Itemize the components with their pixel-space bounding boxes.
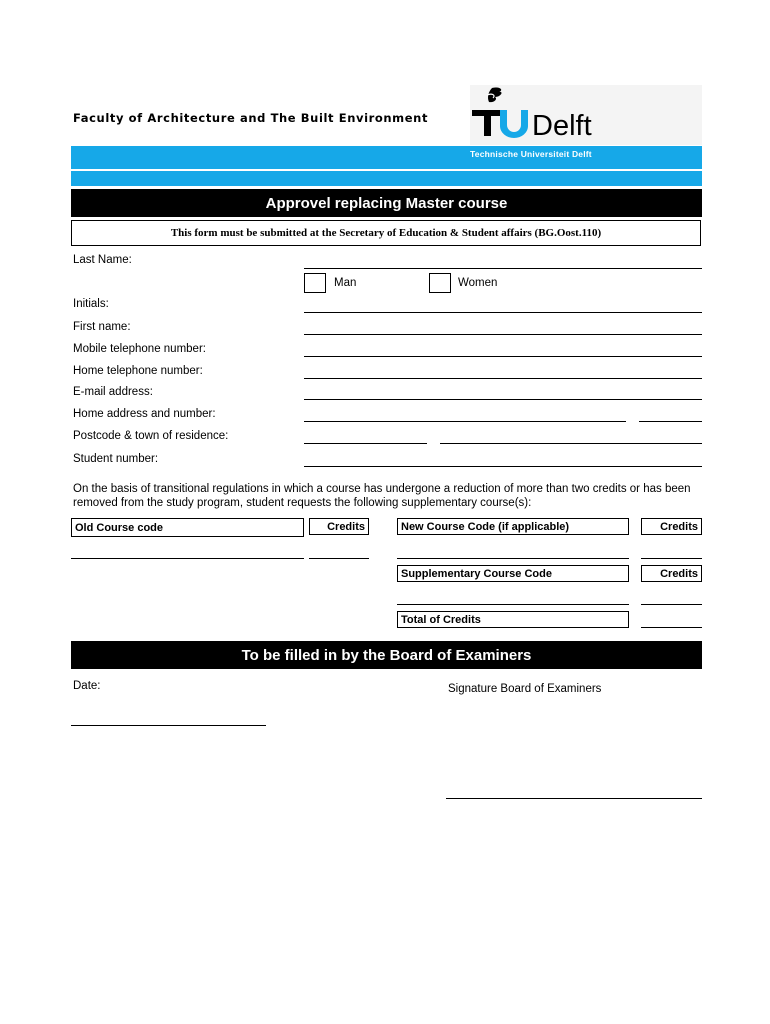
supplementary-credits-field[interactable] [641,604,702,605]
first-name-label: First name: [73,321,131,333]
postcode-field[interactable] [304,443,427,444]
first-name-field[interactable] [304,334,702,335]
logo-text: Delft [532,110,592,138]
faculty-name: Faculty of Architecture and The Built Environment [73,111,429,125]
supplementary-credits-header [641,565,702,582]
old-credits-header [309,518,369,535]
home-address-field[interactable] [304,421,626,422]
credits-label: Credits [660,520,698,533]
brand-band [71,146,702,186]
house-number-field[interactable] [639,421,702,422]
women-label: Women [458,277,498,289]
date-field[interactable] [71,725,266,726]
town-field[interactable] [440,443,702,444]
postcode-label: Postcode & town of residence: [73,430,229,442]
submission-notice: This form must be submitted at the Secretary of Education & Student affairs (BG.Oost.110) [71,220,701,246]
new-course-code-header [397,518,629,535]
date-label: Date: [73,680,101,692]
old-course-code-label: Old Course code [75,521,164,534]
student-number-field[interactable] [304,466,702,467]
supplementary-course-header [397,565,629,582]
new-course-code-field[interactable] [397,558,629,559]
student-number-label: Student number: [73,453,159,465]
university-tagline: Technische Universiteit Delft [470,149,592,159]
man-label: Man [334,277,357,289]
mobile-field[interactable] [304,356,702,357]
women-checkbox[interactable] [429,273,451,293]
brand-band-divider [71,169,702,171]
credits-label: Credits [660,567,698,580]
new-course-code-label: New Course Code (if applicable) [401,520,570,533]
home-address-label: Home address and number: [73,408,216,420]
home-phone-label: Home telephone number: [73,365,203,377]
new-credits-field[interactable] [641,558,702,559]
tudelft-logo [470,86,605,138]
board-section-title: To be filled in by the Board of Examiners [71,641,702,669]
flame-icon [488,87,502,102]
initials-label: Initials: [73,298,109,310]
initials-field[interactable] [304,312,702,313]
email-label: E-mail address: [73,386,153,398]
home-phone-field[interactable] [304,378,702,379]
mobile-label: Mobile telephone number: [73,343,206,355]
last-name-label: Last Name: [73,254,132,266]
total-credits-field[interactable] [641,627,702,628]
old-course-code-field[interactable] [71,558,304,559]
new-credits-header [641,518,702,535]
man-checkbox[interactable] [304,273,326,293]
credits-label: Credits [327,520,365,533]
supplementary-course-field[interactable] [397,604,629,605]
email-field[interactable] [304,399,702,400]
old-course-code-header [71,518,304,537]
form-title: Approvel replacing Master course [71,189,702,217]
old-credits-field[interactable] [309,558,369,559]
supplementary-course-label: Supplementary Course Code [401,567,552,580]
regulation-paragraph: On the basis of transitional regulations in which a course has undergone a reduction of more than two credits or has been removed from the study program, student requests the following supplementary course(s): [73,483,691,509]
total-credits-header [397,611,629,628]
signature-field[interactable] [446,798,702,799]
total-credits-label: Total of Credits [401,613,481,626]
last-name-field[interactable] [304,268,702,269]
signature-label: Signature Board of Examiners [448,683,602,695]
